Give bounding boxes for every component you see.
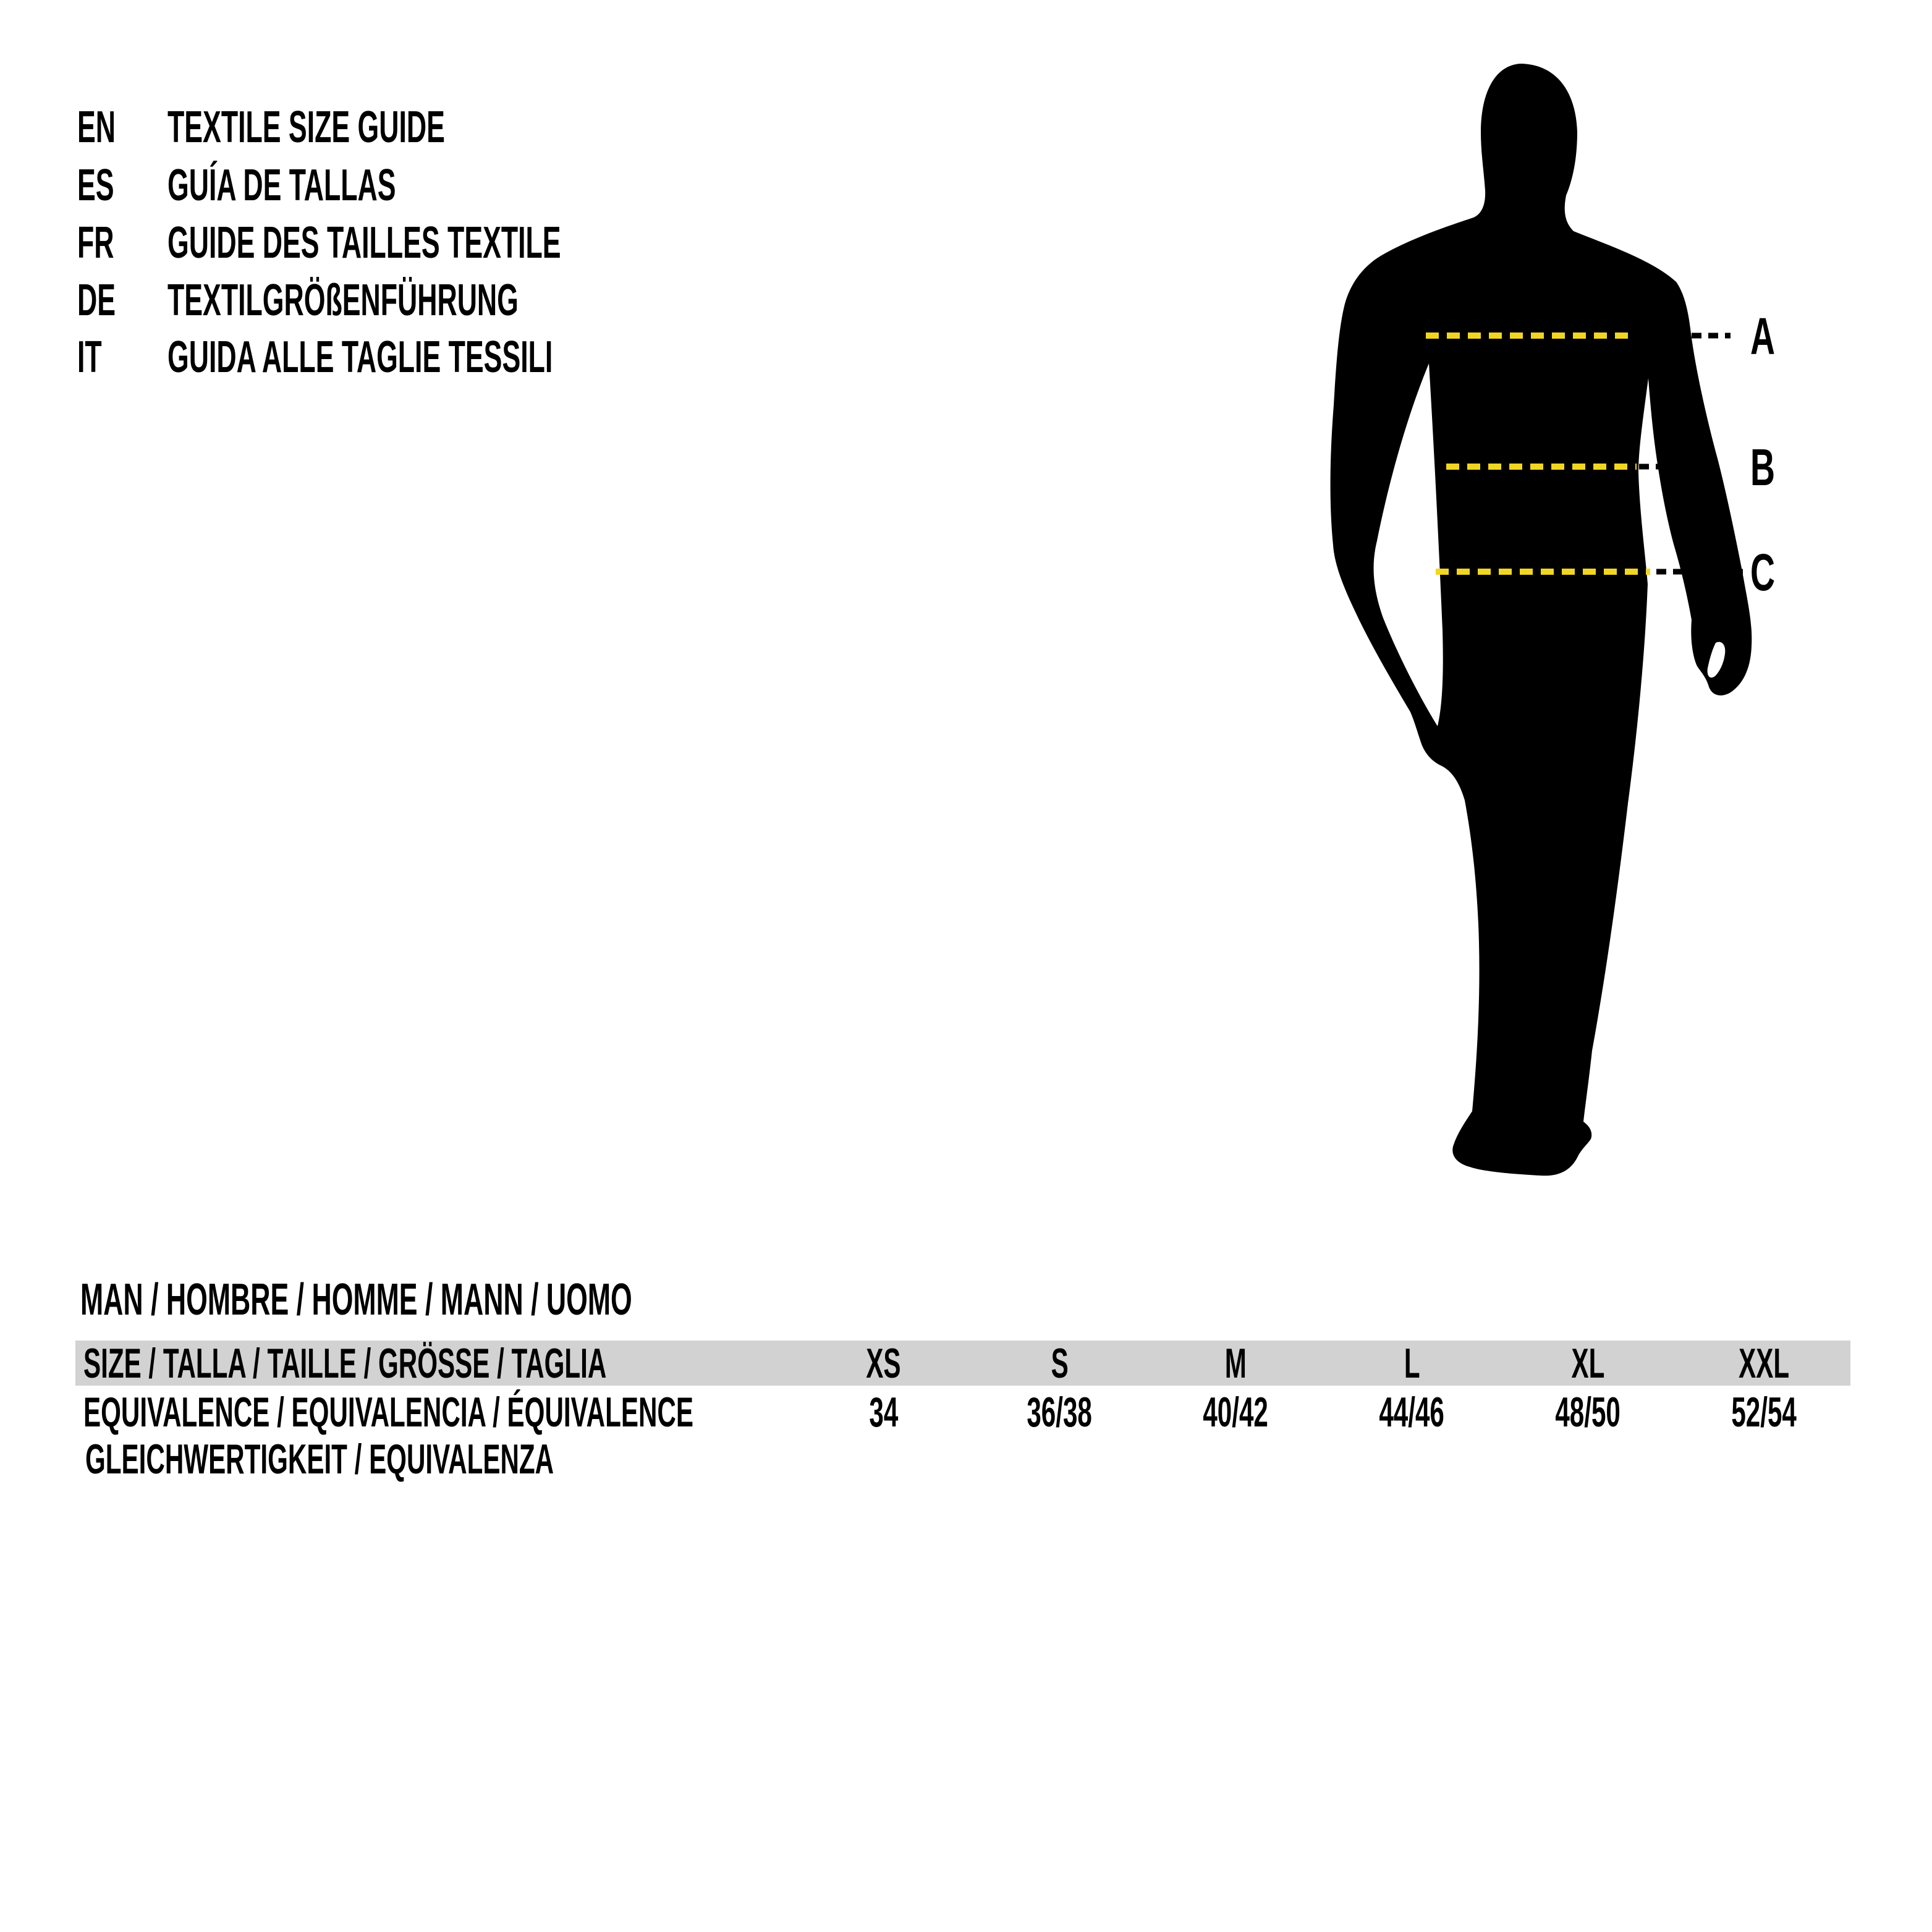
language-title: TEXTILE SIZE GUIDE <box>167 103 445 152</box>
language-row <box>0 275 1112 326</box>
size-column-header <box>1148 1341 1324 1386</box>
size-column-header <box>1324 1341 1500 1386</box>
equivalence-value-cell <box>795 1388 972 1435</box>
language-row <box>0 332 1112 383</box>
equivalence-value: 40/42 <box>1203 1389 1269 1436</box>
language-title: TEXTILGRÖßENFÜHRUNG <box>167 276 519 325</box>
language-code: IT <box>77 333 102 382</box>
size-column-header-label: XXL <box>1739 1339 1790 1387</box>
equivalence-value: 48/50 <box>1555 1389 1621 1436</box>
equivalence-row-label: EQUIVALENCE / EQUIVALENCIA / ÉQUIVALENCE <box>83 1389 693 1436</box>
size-row-label: SIZE / TALLA / TAILLE / GRÖSSE / TAGLIA <box>83 1339 607 1387</box>
language-row <box>0 160 1112 211</box>
section-title: MAN / HOMBRE / HOMME / MANN / UOMO <box>80 1275 632 1324</box>
size-column-header-label: L <box>1404 1339 1420 1387</box>
size-column-header-label: XS <box>866 1339 901 1387</box>
equivalence-value-cell <box>1324 1388 1500 1435</box>
equivalence-value: 44/46 <box>1379 1389 1445 1436</box>
measure-label-b: B <box>1750 439 1776 497</box>
size-column-header <box>1500 1341 1676 1386</box>
size-column-header-label: M <box>1224 1339 1247 1387</box>
equivalence-value-cell <box>1500 1388 1676 1435</box>
language-title: GUÍA DE TALLAS <box>167 161 396 210</box>
man-silhouette-figure <box>1298 49 1817 1199</box>
language-code: DE <box>77 276 116 325</box>
language-title: GUIDA ALLE TAGLIE TESSILI <box>167 333 553 382</box>
size-column-header <box>972 1341 1148 1386</box>
language-title: GUIDE DES TAILLES TEXTILE <box>167 218 561 268</box>
size-column-header <box>795 1341 972 1386</box>
equivalence-row-label-2: GLEICHWERTIGKEIT / EQUIVALENZA <box>85 1436 554 1483</box>
equivalence-value-cell <box>1676 1388 1852 1435</box>
equivalence-value-cell <box>972 1388 1148 1435</box>
size-column-header-label: XL <box>1571 1339 1605 1387</box>
language-code: FR <box>77 218 114 268</box>
size-column-header-label: S <box>1051 1339 1069 1387</box>
equivalence-value-cell <box>1148 1388 1324 1435</box>
language-row <box>0 218 1112 268</box>
language-code: EN <box>77 103 116 152</box>
language-code: ES <box>77 161 114 210</box>
language-row <box>0 102 1112 153</box>
equivalence-value: 36/38 <box>1027 1389 1093 1436</box>
size-column-header <box>1676 1341 1852 1386</box>
equivalence-value: 34 <box>869 1389 898 1436</box>
equivalence-value: 52/54 <box>1731 1389 1797 1436</box>
measure-label-c: C <box>1750 544 1776 602</box>
measure-label-a: A <box>1750 308 1776 366</box>
